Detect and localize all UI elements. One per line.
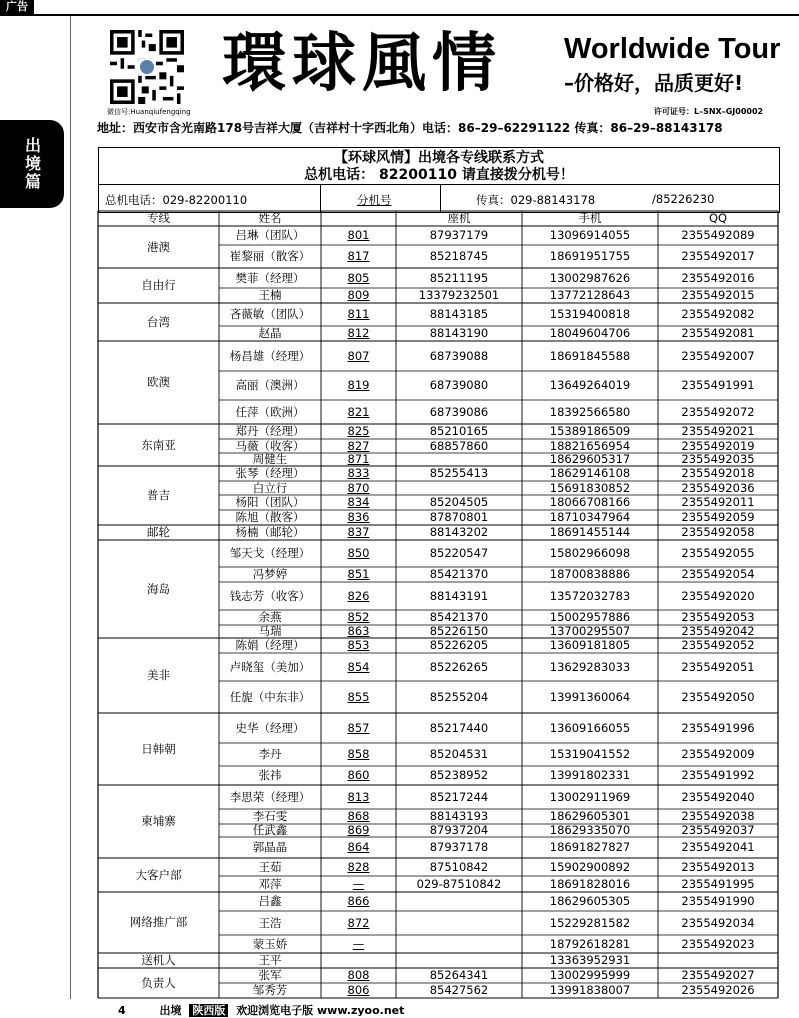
qq-number: 2355491995 — [681, 876, 755, 891]
extension-number: 811 — [347, 307, 370, 321]
contact-name: 邓萍 — [258, 876, 282, 891]
extension-number: 834 — [347, 495, 370, 509]
contact-name: 李思荣（经理） — [229, 789, 311, 804]
extension-number: — — [352, 936, 365, 951]
mobile-number: 18629146108 — [549, 466, 631, 480]
contact-name: 任萍（欧洲） — [235, 404, 305, 419]
contact-name: 王茹 — [258, 859, 282, 874]
contact-name: 吕琳（团队） — [235, 228, 305, 242]
landline-number: 87870801 — [429, 510, 489, 524]
contact-name: 张军 — [258, 968, 282, 982]
mobile-number: 18821656954 — [549, 438, 631, 453]
route-label: 普吉 — [147, 488, 170, 502]
fax-number: 传真：029-88143178 — [476, 193, 596, 207]
landline-number: 85226265 — [429, 659, 489, 674]
qq-number: 2355492026 — [681, 983, 755, 997]
qq-number: 2355492082 — [681, 307, 755, 321]
mobile-number: 15802966098 — [549, 546, 631, 560]
qq-number: 2355492052 — [681, 638, 755, 652]
route-label: 日韩朝 — [141, 741, 176, 756]
extension-number: 866 — [347, 894, 370, 908]
mobile-number: 15229281582 — [549, 915, 631, 930]
extension-number: 813 — [347, 789, 370, 804]
extension-number: 827 — [347, 438, 370, 453]
mobile-number: 15902900892 — [549, 859, 631, 874]
landline-number: 85204505 — [429, 495, 489, 509]
qq-number: 2355492036 — [681, 480, 755, 495]
landline-number: 68739080 — [429, 378, 489, 392]
qq-number: 2355492041 — [681, 840, 755, 854]
qq-number: 2355492020 — [681, 588, 755, 603]
contact-name: 樊菲（经理） — [235, 270, 305, 285]
header-extension — [321, 211, 396, 226]
contact-name: 吝薇敏（团队） — [229, 307, 311, 321]
route-label: 大客户部 — [135, 867, 182, 882]
mobile-number: 13572032783 — [549, 588, 631, 603]
route-label: 送机人 — [141, 953, 176, 967]
page-footer — [118, 1002, 404, 1018]
landline-number: 88143185 — [429, 307, 489, 321]
contact-name: 郑丹（经理） — [235, 424, 305, 438]
landline-number: 85255204 — [429, 689, 489, 704]
landline-number — [396, 911, 522, 935]
landline-number: 87937178 — [429, 840, 489, 854]
mobile-number: 13096914055 — [549, 228, 631, 242]
contact-name: 王平 — [258, 953, 282, 967]
mobile-number: 18691828016 — [549, 876, 631, 891]
landline-number: 13379232501 — [418, 288, 500, 302]
qq-number: 2355492089 — [681, 228, 755, 242]
landline-number: 029-87510842 — [416, 876, 502, 891]
contact-name: 吕鑫 — [258, 894, 282, 908]
route-label: 东南亚 — [141, 437, 176, 452]
extension-number: 805 — [347, 270, 370, 285]
contact-name: 崔黎丽（散客） — [229, 249, 311, 263]
mobile-number: 18792618281 — [549, 936, 631, 951]
route-label: 美非 — [147, 668, 170, 682]
qq-number: 2355491991 — [681, 378, 755, 392]
contact-name: 赵晶 — [258, 326, 282, 340]
landline-number: 68857860 — [429, 438, 489, 453]
qq-number: 2355492040 — [681, 789, 755, 804]
mobile-number: 15002957886 — [549, 610, 631, 624]
mobile-number: 18691951755 — [549, 249, 631, 263]
route-label: 欧澳 — [147, 375, 170, 389]
qq-number: 2355492016 — [681, 270, 755, 285]
mobile-number: 18710347964 — [549, 510, 631, 524]
mobile-number: 13991360064 — [549, 689, 631, 704]
extension-number: 863 — [347, 624, 370, 638]
extension-number: 860 — [347, 768, 370, 782]
qq-number: 2355492058 — [681, 525, 755, 539]
qr-caption: 微信号:Huanqiufengqing — [107, 108, 191, 116]
qq-number: 2355492038 — [681, 809, 755, 823]
extension-number: 806 — [347, 983, 370, 997]
extension-number: 817 — [347, 249, 370, 263]
brand-english: Worldwide Tour — [564, 33, 781, 65]
landline-number: 85218745 — [429, 249, 489, 263]
mobile-number: 13609181805 — [549, 638, 631, 652]
landline-number: 87937179 — [429, 228, 489, 242]
qq-number: 2355492017 — [681, 249, 755, 263]
extension-label: 分机号 — [357, 193, 392, 207]
qq-number: 2355492018 — [681, 466, 755, 480]
ad-tag: 广告 — [0, 0, 34, 14]
landline-number: 85421370 — [429, 567, 489, 581]
contact-name: 李石雯 — [252, 809, 288, 823]
section-tab: 出境篇 — [0, 120, 64, 208]
contact-name: 郭晶晶 — [252, 840, 288, 854]
mobile-number: 18629335070 — [549, 823, 631, 837]
extension-number: 819 — [347, 378, 370, 392]
mobile-number: 13363952931 — [549, 953, 631, 967]
license-number: 许可证号：L–SNX–GJ00002 — [654, 107, 764, 116]
mobile-number: 13609166055 — [549, 720, 631, 735]
extension-number: 868 — [347, 809, 370, 823]
qq-number: 2355492011 — [681, 495, 755, 509]
contact-name: 杨楠（邮轮） — [235, 525, 305, 539]
extension-number: 864 — [347, 840, 370, 854]
extension-number — [321, 953, 396, 968]
landline-number: 87937204 — [429, 823, 489, 837]
mobile-number: 18629605317 — [549, 452, 631, 466]
qq-number: 2355492007 — [681, 348, 755, 363]
contact-name: 任旎（中东非） — [229, 689, 311, 704]
extension-number: 850 — [347, 546, 370, 560]
contact-name: 杨昌雄（经理） — [229, 348, 311, 363]
extension-number: 808 — [347, 968, 370, 982]
extension-number: 801 — [347, 228, 370, 242]
extension-number: 828 — [347, 859, 370, 874]
contact-name: 陈娟（经理） — [235, 638, 305, 652]
qq-number: 2355491992 — [681, 768, 755, 782]
contact-name: 史华（经理） — [235, 720, 305, 735]
extension-number: 870 — [347, 480, 370, 495]
qq-number: 2355492023 — [681, 936, 755, 951]
qq-number: 2355492050 — [681, 689, 755, 704]
landline-number: 85217244 — [429, 789, 489, 804]
contact-name: 冯梦婷 — [252, 567, 288, 581]
extension-number: 833 — [347, 466, 370, 480]
landline-number: 87510842 — [429, 859, 489, 874]
extension-number: 855 — [347, 689, 370, 704]
extension-number: — — [352, 876, 365, 891]
landline-number: 85210165 — [429, 424, 489, 438]
extension-number: 872 — [347, 915, 370, 930]
contact-box-title: 【环球风情】出境各专线联系方式 — [334, 150, 544, 166]
landline-number: 85204531 — [429, 747, 489, 761]
landline-number: 85220547 — [429, 546, 489, 560]
mobile-number: 18629605301 — [549, 809, 631, 823]
page-number: 4 — [118, 1004, 126, 1017]
brand-title: 環球風情 — [222, 26, 502, 101]
qq-number: 2355492051 — [681, 659, 755, 674]
contact-name: 邹天戈（经理） — [229, 546, 311, 560]
landline-number: 85226150 — [429, 624, 489, 638]
extension-number: 853 — [347, 638, 370, 652]
route-label: 海岛 — [147, 581, 170, 596]
contact-name: 杨阳（团队） — [235, 495, 305, 509]
mobile-number: 15319041552 — [549, 747, 631, 761]
contact-name: 蒙玉娇 — [252, 936, 288, 951]
landline-number: 68739086 — [429, 404, 489, 419]
contact-name: 周健生 — [252, 452, 288, 466]
qq-number: 2355492055 — [681, 546, 755, 560]
contact-name: 张祎 — [258, 768, 282, 782]
extension-number: 821 — [347, 404, 370, 419]
mobile-number: 18691827827 — [549, 840, 631, 854]
extension-number: 871 — [347, 452, 370, 466]
mobile-number: 13991838007 — [549, 983, 631, 997]
qq-number: 2355492054 — [681, 567, 755, 581]
footer-section: 出境 — [159, 1004, 182, 1017]
landline-number: 85427562 — [429, 983, 489, 997]
contact-name: 陈旭（散客） — [235, 510, 305, 524]
mobile-number: 15691830852 — [549, 480, 631, 495]
extension-number: 836 — [347, 510, 370, 524]
qq-number: 2355492035 — [681, 452, 755, 466]
mobile-number: 18049604706 — [549, 326, 631, 340]
route-label: 网络推广部 — [129, 915, 188, 929]
route-label: 自由行 — [141, 278, 176, 292]
contact-name: 马薇（收客） — [235, 438, 305, 453]
qq-number: 2355492037 — [681, 823, 755, 837]
header-qq: QQ — [708, 211, 728, 225]
contact-name: 马瑞 — [258, 624, 282, 638]
qq-number: 2355492015 — [681, 288, 755, 302]
landline-number — [396, 481, 522, 495]
header-mobile: 手机 — [578, 211, 602, 225]
mobile-number: 15319400818 — [549, 307, 631, 321]
qq-number: 2355492053 — [681, 610, 755, 624]
extension-number: 812 — [347, 326, 370, 340]
extension-number: 851 — [347, 567, 370, 581]
mobile-number: 13629283033 — [549, 659, 631, 674]
route-label: 邮轮 — [147, 525, 170, 539]
route-label: 台湾 — [147, 314, 170, 329]
qq-number: 2355492034 — [681, 915, 755, 930]
address-line: 地址：西安市含光南路178号吉祥大厦（吉祥村十字西北角）电话：86–29–62291122 传真：86–29–88143178 — [97, 121, 723, 135]
header-route: 专线 — [147, 211, 170, 225]
qq-number: 2355492059 — [681, 510, 755, 524]
extension-number: 858 — [347, 747, 370, 761]
extension-number: 809 — [347, 288, 370, 302]
qq-number: 2355492027 — [681, 968, 755, 982]
contact-name: 卢晓玺（美加） — [229, 659, 311, 674]
landline-number: 85238952 — [429, 768, 489, 782]
landline-number: 88143191 — [429, 588, 489, 603]
contact-box-phone: 总机电话： 82200110 请直接拨分机号！ — [304, 167, 574, 183]
mobile-number: 13991802331 — [549, 768, 631, 782]
mobile-number: 18691845588 — [549, 348, 631, 363]
route-label: 柬埔寨 — [141, 814, 176, 828]
mobile-number: 18629605305 — [549, 894, 631, 908]
header-landline: 座机 — [447, 211, 471, 225]
contact-name: 邹秀芳 — [252, 983, 288, 997]
landline-number: 85264341 — [429, 968, 489, 982]
landline-number — [396, 892, 522, 911]
landline-number: 88143190 — [429, 326, 489, 340]
route-label: 港澳 — [147, 239, 170, 254]
extension-number: 869 — [347, 823, 370, 837]
extension-number: 837 — [347, 525, 370, 539]
landline-number: 88143202 — [429, 525, 489, 539]
edition-badge: 陕西版 — [189, 1004, 228, 1017]
contact-name: 王浩 — [258, 915, 282, 930]
landline-number: 85255413 — [429, 466, 489, 480]
mobile-number: 13002987626 — [549, 270, 631, 285]
mobile-number: 18392566580 — [549, 404, 631, 419]
qq-number: 2355492009 — [681, 747, 755, 761]
extension-number: 854 — [347, 659, 370, 674]
contact-name: 白立行 — [252, 480, 288, 495]
qq-number: 2355492042 — [681, 624, 755, 638]
landline-number — [396, 453, 522, 466]
extension-number: 807 — [347, 348, 370, 363]
mobile-number: 18691455144 — [549, 525, 631, 539]
contact-name: 王楠 — [258, 288, 282, 302]
contact-name: 余燕 — [258, 610, 282, 624]
mobile-number: 13002995999 — [549, 968, 631, 982]
landline-number: 85211195 — [429, 270, 489, 285]
mobile-number: 18700838886 — [549, 567, 631, 581]
mobile-number: 18066708166 — [549, 495, 631, 509]
qq-number: 2355492072 — [681, 404, 755, 419]
extension-number: 826 — [347, 588, 370, 603]
qq-number: 2355491996 — [681, 720, 755, 735]
landline-number: 85226205 — [429, 638, 489, 652]
qq-number: 2355492019 — [681, 438, 755, 453]
qq-number: 2355492013 — [681, 859, 755, 874]
landline-number: 68739088 — [429, 348, 489, 363]
qq-number: 2355492021 — [681, 424, 755, 438]
fax-number-2: /85226230 — [652, 192, 715, 206]
slogan: –价格好，品质更好! — [564, 71, 744, 95]
contact-name: 李丹 — [258, 747, 282, 761]
mobile-number: 13772128643 — [549, 288, 631, 302]
landline-number: 85421370 — [429, 610, 489, 624]
mobile-number: 13002911969 — [549, 789, 631, 804]
qq-number — [658, 953, 778, 968]
mobile-number: 15389186509 — [549, 424, 631, 438]
contact-name: 高丽（澳洲） — [235, 378, 305, 392]
qq-number: 2355491990 — [681, 894, 755, 908]
landline-number: 85217440 — [429, 720, 489, 735]
landline-number — [396, 953, 522, 968]
qq-number: 2355492081 — [681, 326, 755, 340]
contact-name: 张琴（经理） — [235, 466, 305, 480]
extension-number: 852 — [347, 610, 370, 624]
extension-number: 857 — [347, 720, 370, 735]
mobile-number: 13700295507 — [549, 624, 631, 638]
contact-name: 任武鑫 — [252, 823, 288, 837]
landline-number — [396, 935, 522, 953]
mobile-number: 13649264019 — [549, 378, 631, 392]
route-label: 负责人 — [141, 975, 176, 990]
extension-number: 825 — [347, 424, 370, 438]
footer-website: 欢迎浏览电子版 www.zyoo.net — [236, 1004, 405, 1017]
header-name: 姓名 — [258, 211, 282, 225]
landline-number: 88143193 — [429, 809, 489, 823]
contact-name: 钱志芳（收客） — [229, 588, 311, 603]
switchboard-number: 总机电话：029-82200110 — [105, 193, 248, 207]
